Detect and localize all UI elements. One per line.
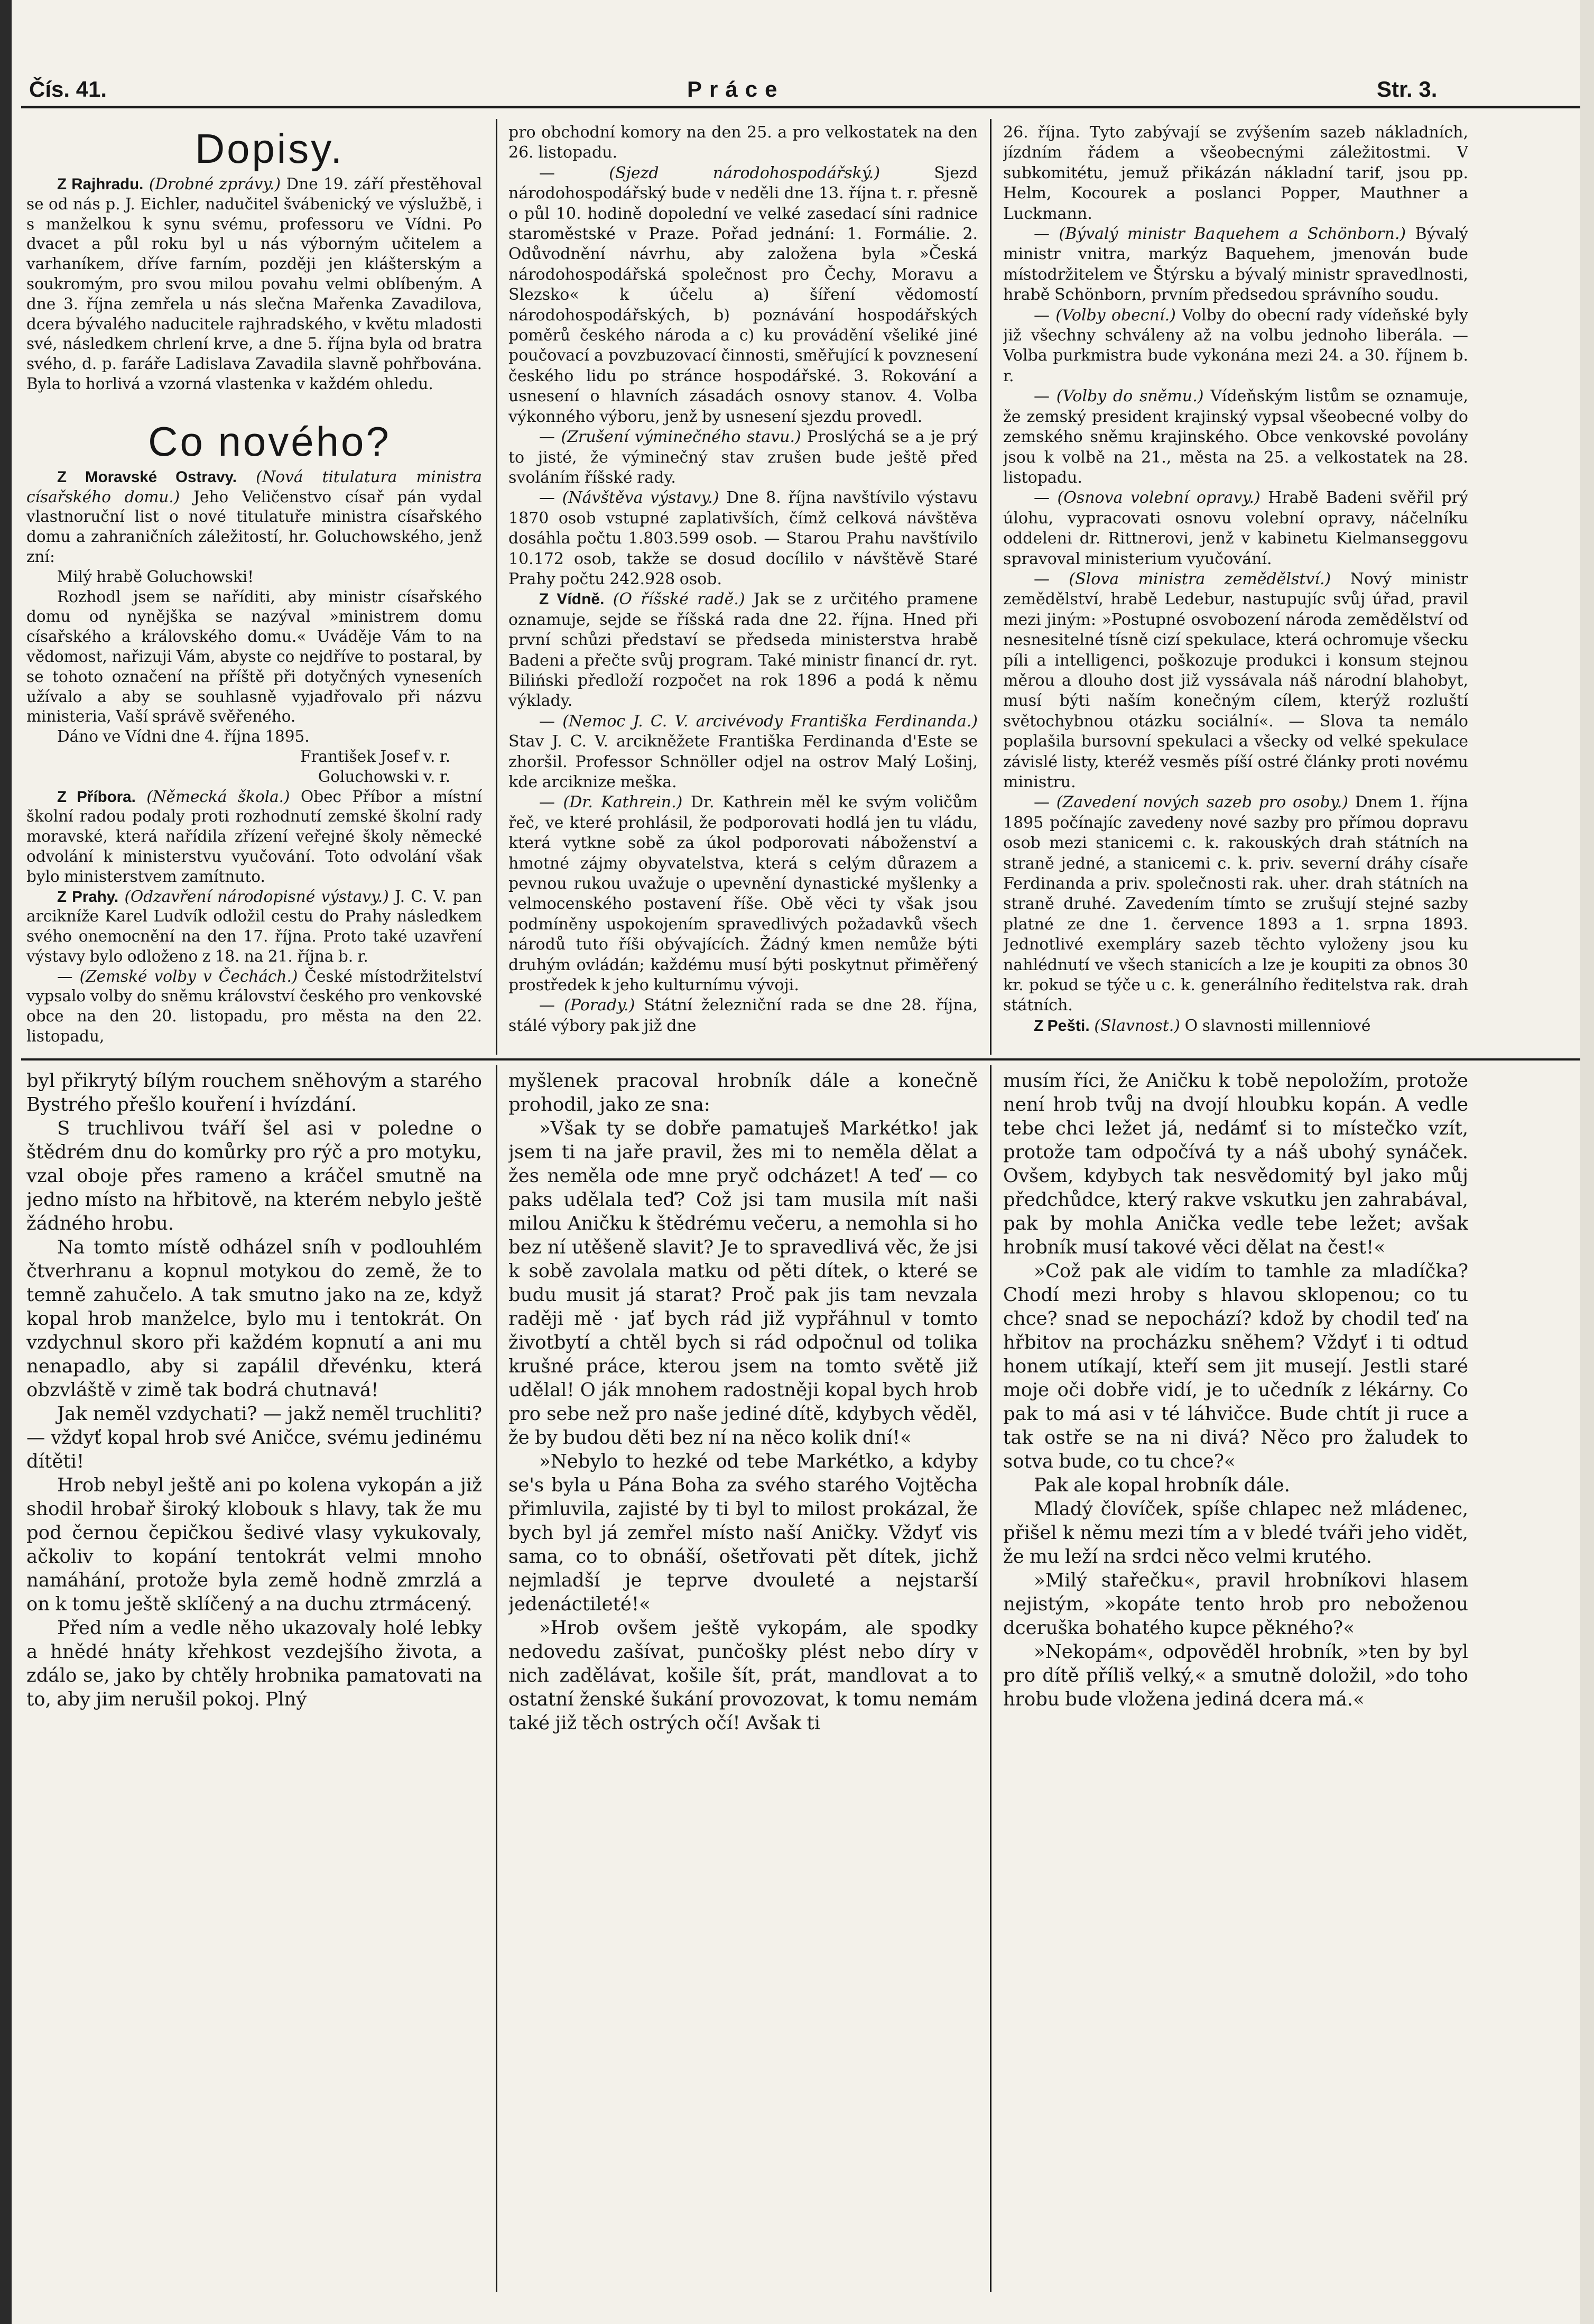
article-body: Dne 8. října navštívilo výstavu 1870 osob vstupné zaplativších, čímž celková návštěva dosáhla počtu 1.803.599 osob. — Starou Prahu navštívilo 10.172 osob, takže se dosud docílilo v návštěvě Staré Prahy počtu 242.928 osob. [508, 488, 978, 588]
article-body: České místodržitelství vypsalo volby do sněmu království českého pro venkovské obce na den 20. listopadu, pro města na den 22. listopadu, [26, 967, 482, 1046]
dateline-place: Z Prahy. [57, 888, 119, 906]
story-paragraph: Na tomto místě odházel sníh v podlouhlém čtverhranu a kopnul motykou do země, že to temně zahučelo. A tak smutno jako na ze, když kopal hrob manželce, bylo mu i tentokrát. On vzdychnul skoro při každém kopnutí a ani mu nenapadlo, aby si zapálil dřevénku, která obzvláště v zimě tak bodrá chutnavá! [26, 1237, 482, 1401]
letter-signature: Goluchowski v. r. [318, 767, 450, 786]
story-paragraph: »Což pak ale vidím to tamhle za mladíčka? Chodí mezi hroby s hlavou sklopenou; co tu chce? snad se nepochází? kdož by chodil teď na hřbitov na procházku sněhem? Vždyť i ti odtud honem utíkají, kteří sem jit musejí. Jestli staré moje oči dobře vidí, je to učedník z lékárny. Co pak to má asi v té láhvičce. Bude chtít ji ruce a tak ostře se na ni divá? Něco pro žaludek to sotva bude, co tu chce?« [1003, 1260, 1468, 1472]
article-body: Proslýchá se a je prý to jisté, že výminečný stav zrušen bude ještě před svoláním říšské rady. [508, 428, 978, 487]
article-body: Státní železniční rada se dne 28. října, stálé výbory pak již dne [508, 996, 978, 1035]
feuilleton-column-3 [1003, 1069, 1468, 2301]
story-paragraph: Před ním a vedle něho ukazovaly holé lebky a hnědé hnáty křehkost vezdejšího života, a zdálo se, jako by chtěly hrobnika pamatovati na to, aby jim nerušil pokoj. Plný [26, 1617, 482, 1710]
story-paragraph: S truchlivou tváří šel asi v poledne o štědrém dnu do komůrky pro rýč a pro motyku, vzal oboje přes rameno a kráčel smutně na jedno místo na hřbitově, na kterém nebylo ještě žádného hrobu. [26, 1118, 482, 1234]
article-body: Sjezd národohospodářský bude v neděli dne 13. října t. r. přesně o půl 10. hodině dopolední ve velké zasedací síni radnice staroměstské v Praze. Pořad jednání: 1. Formálie. 2. Odůvodnění návrhu, aby založena byla »Česká národohospodářská společnost pro Čechy, Moravu a Slezsko« k účelu a) šíření vědomostí národohospodářských, b) poznávání hospodářských poměrů českého národa a c) ku provádění všeliké jiné poučovací a povzbuzovací činnosti, směřující k povznesení českého lidu po stránce hospodářské. 3. Rokování a usnesení o hlavních zásadách osnovy stanov. 4. Volba výkonného výboru, jenž by usnesení sjezdu provedl. [508, 163, 978, 426]
dateline-place: Z Rajhradu. [57, 176, 144, 193]
dateline-place: Z Příbora. [57, 788, 136, 806]
column-divider [496, 119, 497, 1055]
letter-date: Dáno ve Vídni dne 4. října 1895. [57, 727, 310, 746]
column-divider [990, 119, 991, 1055]
article-subtitle: (Zemské volby v Čechách.) [79, 967, 298, 985]
story-paragraph: musím říci, že Aničku k tobě nepoložím, protože není hrob tvůj na dvojí hloubku kopán. A vedle tebe chci ležet já, nedámť si to místečko vzít, protože tam odpočívá ty a náš ubohý synáček. Ovšem, kdybych tak nesvědomitý byl jako můj předchůdce, který rakve vskutku jen zahrabával, pak by mohla Anička vedle tebe ležet; avšak hrobník musí takové věci dělat na čest!« [1003, 1070, 1468, 1258]
column-1-news: Dopisy. Z Rajhradu. (Drobné zprávy.) Dne 19. září přestěhoval se od nás p. J. Eichler, nadučitel švábenický ve výslužbě, i s manželkou k synu svému, professoru ve Vídni. Po dvacet a půl roku byl u nás výborným učitelem a varhaníkem, dříve farním, později jen klášterským a soukromým, pro svou milou povahu velmi oblíbeným. A dne 3. října zemřela u nás slečna Mařenka Zavadilova, dcera bývalého naducitele rajhradského, v květu mladosti své, následkem chrlení krve, a dne 5. října byla od bratra svého, d. p. faráře Ladislava Zavadila slavně pohřbována. Byla to horlivá a vzorná vlastenka v každém ohledu. Co nového? Z Moravské Ostravy. (Nová titulatura ministra císařského domu.) Jeho Veličenstvo císař pán vydal vlastnoruční list o nové titulatuře ministra císařského domu a zahraničních záležitostí, hr. Goluchowského, jenž zní: Milý hrabě Goluchowski! Rozhodl jsem se naříditi, aby ministr císařského domu od nynějška se nazýval »ministrem domu císařského a královského domu.« Uváděje Vám to na vědomost, nařizuji Vám, abyste co nejdříve to postaral, by se tohoto označení na příště při dotyčných vyneseních užívalo a aby se souhlasně vyjadřovalo při názvu ministeria, Vaší správě svěřeného. Dáno ve Vídni dne 4. října 1895. František Josef v. r. Goluchowski v. r. Z Příbora. (Německá škola.) Obec Příbor a místní školní radou podaly proti rozhodnutí zemské školní rady moravské, která nařídila zřízení veřejné školy německé odvolání k ministerstvu vyučování. Toto odvolání však bylo ministerstvem zamítnuto. Z Prahy. (Odzavření národopisné výstavy.) J. C. V. pan arcikníže Karel Ludvík odložil cestu do Prahy následkem svého onemocnění na den 17. října. Proto také uzavření výstavy bylo odloženo z 18. na 21. října b. r. — (Zemské volby v Čechách.) České místodržitelství vypsalo volby do sněmu království českého pro venkovské obce na den 20. listopadu, pro města na den 22. listopadu, [26, 123, 482, 1053]
article-body: Dnem 1. října 1895 počínajíc zavedeny nové sazby pro přímou dopravu osob mezi stanicemi c. k. rakouských drah státních na straně jedné, a stanicemi c. k. priv. severní dráhy císaře Ferdinanda a priv. společnosti rak. uher. drah státních na straně druhé. Zavedením tímto se zrušují stejné sazby platné ze dne 1. července 1893 a 1. srpna 1893. Jednotlivé exempláry sazeb těchto vyloženy jsou ku nahlédnutí ve všech stanicích a lze je koupiti za obnos 30 kr. pokud se týče u c. k. generálního ředitelstva rak. drah státních. [1003, 793, 1468, 1015]
masthead-title: Práce [687, 77, 785, 102]
feuilleton-column-2 [508, 1069, 978, 2301]
column-2-news: pro obchodní komory na den 25. a pro velkostatek na den 26. listopadu. — (Sjezd národohospodářský.) Sjezd národohospodářský bude v neděli dne 13. října t. r. přesně o půl 10. hodině dopolední ve velké zasedací síni radnice staroměstské v Praze. Pořad jednání: 1. Formálie. 2. Odůvodnění návrhu, aby založena byla »Česká národohospodářská společnost pro Čechy, Moravu a Slezsko« k účelu a) šíření vědomostí národohospodářských, b) poznávání hospodářských poměrů českého národa a c) ku provádění všeliké jiné poučovací a povzbuzovací činnosti, směřující k povznesení českého lidu po stránce hospodářské. 3. Rokování a usnesení o hlavních zásadách osnovy stanov. 4. Volba výkonného výboru, jenž by usnesení sjezdu provedl. — (Zrušení výminečného stavu.) Proslýchá se a je prý to jisté, že výminečný stav zrušen bude ještě před svoláním říšské rady. — (Návštěva výstavy.) Dne 8. října navštívilo výstavu 1870 osob vstupné zaplativších, čímž celková návštěva dosáhla počtu 1.803.599 osob. — Starou Prahu navštívilo 10.172 osob, takže se dosud docílilo v návštěvě Staré Prahy počtu 242.928 osob. Z Vídně. (O říšské radě.) Jak se z určitého pramene oznamuje, sejde se říšská rada dne 22. října. Hned při první schůzi představí se předseda ministerstva hrabě Badeni a přečte svůj program. Také ministr financí dr. ryt. Biliński předloží rozpočet na rok 1896 a podá k němu výklady. — (Nemoc J. C. V. arcivévody Františka Ferdinanda.) Stav J. C. V. arcikněžete Františka Ferdinanda d'Este se zhoršil. Professor Schnöller odjel na ostrov Malý Lošinj, kde arciknize meška. — (Dr. Kathrein.) Dr. Kathrein měl ke svým voličům řeč, ve které prohlásil, že podporovati hodlá jen tu vládu, která vytkne sobě za úkol podporovati náboženství a hmotné zájmy obyvatelstva, která s celým důrazem a pevnou rukou uvažuje o upevnění dynastické myšlenky a velmocenského postavení říše. Obě věci ty však jsou podmíněny uspokojením spravedlivých požadavků všech národů tuto říši obývajících. Žádný kmen nemůže býti druhým ovládán; každému musí býti poskytnut přiměřený prostředek k jeho kulturnímu vývoji. — (Porady.) Státní železniční rada se dne 28. října, stálé výbory pak již dne [508, 123, 978, 1035]
article-body: Hrabě Badeni svěřil prý úlohu, vypracovati osnovu volební opravy, náčelníku oddeleni dr. Rittnerovi, jenž v kabinetu Kielmanseggovu spravoval ministerium vyučování. [1003, 488, 1468, 568]
dateline-place: Z Pešti. [1034, 1017, 1090, 1035]
article-body: Obec Příbor a místní školní radou podaly proti rozhodnutí zemské školní rady moravské, která nařídila zřízení veřejné školy německé odvolání k ministerstvu vyučování. Toto odvolání však bylo ministerstvem zamítnuto. [26, 787, 482, 886]
page-edge [1580, 0, 1594, 2324]
story-paragraph: »Nebylo to hezké od tebe Markétko, a kdyby se's byla u Pána Boha za svého starého Vojtěcha přimluvila, zajisté by ti byl to milost prokázal, že bych byl já zemřel místo naší Aničky. Vždyť vis sama, co to obnáší, ošetřovati pět dítek, jichž nejmladší je teprve dvouleté a nejstarší jedenáctileté!« [508, 1451, 978, 1615]
article-body: Jeho Veličenstvo císař pán vydal vlastnoruční list o nové titulatuře ministra císařského domu a zahraničních záležitostí, hr. Goluchowského, jenž zní: [26, 487, 482, 566]
article-subtitle: (Německá škola.) [146, 787, 290, 806]
article-body: Nový ministr zemědělství, hrabě Ledebur, nastupujíc svůj úřad, pravil mezi jiným: »Postupné osvobození národa zemědělství od nesnesitelné tísně cizí spekulace, která ochromuje všecku píli a intelligenci, poškozuje produkci i konsum stejnou měrou a dlouho dost již vyssávala náš národní blahobyt, musí býti naším konečným cílem, kterýž rozluští světochybnou otázku sociální«. — Slova ta nemálo poplašila bursovní spekulaci a všecky od velké spekulace závislé listy, kteréž vesměs píší ostré články proti novému ministru. [1003, 569, 1468, 791]
feuilleton-column-1 [26, 1069, 482, 2301]
letter-salutation: Milý hrabě Goluchowski! [57, 567, 254, 586]
column-divider [990, 1065, 991, 2292]
article-subtitle: (Odzavření národopisné výstavy.) [124, 887, 389, 906]
header-rule [21, 106, 1580, 108]
column-3-news: 26. října. Tyto zabývají se zvýšením sazeb nákladních, jízdním řádem a všeobecnými záležitostmi. V subkomitétu, jemuž přikázán nákladní tarif, jsou pp. Helm, Kocourek a poslanci Popper, Mauthner a Luckmann. — (Bývalý ministr Baquehem a Schönborn.) Bývalý ministr vnitra, markýz Baquehem, jmenován bude místodržitelem ve Štýrsku a bývalý ministr spravedlnosti, hrabě Schönborn, prvním předsedou správního soudu. — (Volby obecní.) Volby do obecní rady vídeňské byly již všechny schváleny až na volbu jednoho liberála. — Volba purkmistra bude vykonána mezi 24. a 30. říjnem b. r. — (Volby do sněmu.) Vídeňským listům se oznamuje, že zemský president krajinský vypsal všeobecné volby do zemského sněmu krajinského. Obce venkovské povolány jsou k volbě na 21., města na 25. a velkostatek na 28. listopadu. — (Osnova volební opravy.) Hrabě Badeni svěřil prý úlohu, vypracovati osnovu volební opravy, náčelníku oddeleni dr. Rittnerovi, jenž v kabinetu Kielmanseggovu spravoval ministerium vyučování. — (Slova ministra zemědělství.) Nový ministr zemědělství, hrabě Ledebur, nastupujíc svůj úřad, pravil mezi jiným: »Postupné osvobození národa zemědělství od nesnesitelné tísně cizí spekulace, která ochromuje všecku píli a intelligenci, poškozuje produkci i konsum stejnou měrou a dlouho dost již vyssávala náš národní blahobyt, musí býti naším konečným cílem, kterýž rozluští světochybnou otázku sociální«. — Slova ta nemálo poplašila bursovní spekulaci a všecky od velké spekulace závislé listy, kteréž vesměs píší ostré články proti novému ministru. — (Zavedení nových sazeb pro osoby.) Dnem 1. října 1895 počínajíc zavedeny nové sazby pro přímou dopravu osob mezi stanicemi c. k. rakouských drah státních na straně jedné, a stanicemi c. k. priv. severní dráhy císaře Ferdinanda a priv. společnosti rak. uher. drah státních na straně druhé. Zavedením tímto se zrušují stejné sazby platné ze dne 1. července 1893 a 1. srpna 1893. Jednotlivé exempláry sazeb těchto vyloženy jsou ku nahlédnutí ve všech stanicích a lze je koupiti za obnos 30 kr. pokud se týče u c. k. generálního ředitelstva rak. drah státních. Z Pešti. (Slavnost.) O slavnosti millenniové [1003, 123, 1468, 1035]
article-body: Dne 19. září přestěhoval se od nás p. J. Eichler, nadučitel švábenický ve výslužbě, i s manželkou k synu svému, professoru ve Vídni. Po dvacet a půl roku byl u nás výborným učitelem a varhaníkem, dříve farním, později jen klášterským a soukromým, pro svou milou povahu velmi oblíbeným. A dne 3. října zemřela u nás slečna Mařenka Zavadilova, dcera bývalého naducitele rajhradského, v květu mladosti své, následkem chrlení krve, a dne 5. října byla od bratra svého, d. p. faráře Ladislava Zavadila slavně pohřbována. Byla to horlivá a vzorná vlastenka v každém ohledu. [26, 175, 482, 393]
article-subtitle: (Nemoc J. C. V. arcivévody Františka Ferdinanda.) [562, 712, 978, 731]
story-paragraph: byl přikrytý bílým rouchem sněhovým a starého Bystrého přešlo kouření i hvízdání. [26, 1070, 482, 1115]
article-subtitle: (Volby do sněmu.) [1056, 387, 1204, 406]
issue-number: Čís. 41. [29, 77, 107, 102]
article-subtitle: (Zrušení výminečného stavu.) [561, 428, 801, 447]
article-body: J. C. V. pan arcikníže Karel Ludvík odložil cestu do Prahy následkem svého onemocnění na den 17. října. Proto také uzavření výstavy bylo odloženo z 18. na 21. října b. r. [26, 887, 482, 965]
article-continuation: 26. října. Tyto zabývají se zvýšením sazeb nákladních, jízdním řádem a všeobecnými záležitostmi. V subkomitétu, jemuž přikázán nákladní tarif, jsou pp. Helm, Kocourek a poslanci Popper, Mauthner a Luckmann. [1003, 123, 1468, 223]
page-number: Str. 3. [1377, 77, 1438, 102]
dateline-place: Z Moravské Ostravy. [57, 468, 237, 486]
story-paragraph: »Však ty se dobře pamatuješ Markétko! jak jsem ti na jaře pravil, žes mi to neměla dělat a žes neměla ode mne pryč odcházet! A teď — co paks udělala teď? Což jsi tam musila mít naši milou Aničku k štědrému večeru, a nemohla si ho bez ní utěšeně slavit? Je to spravedlivá věc, že jsi k sobě zavolala matku od pěti dítek, o které se budu musit já starat? Proč pak jis tam nevzala raději mě · jať bych rád již vypřáhnul v tomto životbytí a chtěl bych si rád odpočnul od tolika krušné práce, kterou jsem na tomto světě již udělal! O ják mnohem radostněji kopal bych hrob pro sebe než pro naše jediné dítě, kdybych věděl, že by budou děti bez ní na něco kolik dní!« [508, 1118, 978, 1449]
letter-signature: František Josef v. r. [300, 747, 450, 766]
story-paragraph: Hrob nebyl ještě ani po kolena vykopán a již shodil hrobař široký klobouk s hlavy, tak že mu pod černou čepičkou šedivé vlasy vykukovaly, ačkoliv to kopání tentokrát velmi mnoho namáhání, protože byla země hodně zmrzlá a on k tomu ještě sklíčený a na duchu ztrmácený. [26, 1474, 482, 1615]
story-paragraph: myšlenek pracoval hrobník dále a konečně prohodil, jako ze sna: [508, 1070, 978, 1115]
article-subtitle: (Nová titulatura ministra císařského domu.) [26, 467, 482, 506]
article-subtitle: (Osnova volební opravy.) [1057, 488, 1261, 508]
story-paragraph: Mladý človíček, spíše chlapec než mládenec, přišel k němu mezi tím a v bledé tváři jeho vidět, že mu leží na srdci něco velmi krutého. [1003, 1498, 1468, 1567]
article-subtitle: (Porady.) [564, 996, 635, 1015]
article-subtitle: (Slavnost.) [1094, 1016, 1181, 1035]
article-continuation: pro obchodní komory na den 25. a pro velkostatek na den 26. listopadu. [508, 123, 978, 162]
article-subtitle: (Zavedení nových sazeb pro osoby.) [1056, 793, 1348, 812]
article-body: Jak se z určitého pramene oznamuje, sejde se říšská rada dne 22. října. Hned při první schůzi představí se předseda ministerstva hrabě Badeni a přečte svůj program. Také ministr financí dr. ryt. Biliński předloží rozpočet na rok 1896 a podá k němu výklady. [508, 590, 978, 711]
section-title-letters: Dopisy. [194, 125, 345, 172]
dateline-place: Z Vídně. [539, 591, 605, 608]
story-paragraph: Pak ale kopal hrobník dále. [1034, 1474, 1290, 1496]
article-subtitle: (Dr. Kathrein.) [563, 793, 683, 812]
story-paragraph: »Hrob ovšem ještě vykopám, ale spodky nedovedu zašívat, punčošky plést nebo díry v nich zadělávat, košile šít, prát, mandlovat a to ostatní ženské šukání provozovat, k tomu nemám také již těch ostrých očí! Avšak ti [508, 1617, 978, 1734]
story-paragraph: »Nekopám«, odpověděl hrobník, »ten by byl pro dítě příliš velký,« a smutně doložil, »do toho hrobu bude vložena jediná dcera má.« [1003, 1641, 1468, 1710]
article-body: Dr. Kathrein měl ke svým voličům řeč, ve které prohlásil, že podporovati hodlá jen tu vládu, která vytkne sobě za úkol podporovati náboženství a hmotné zájmy obyvatelstva, která s celým důrazem a pevnou rukou uvažuje o upevnění dynastické myšlenky a velmocenského postavení říše. Obě věci ty však jsou podmíněny uspokojením spravedlivých požadavků všech národů tuto říši obývajících. Žádný kmen nemůže býti druhým ovládán; každému musí býti poskytnut přiměřený prostředek k jeho kulturnímu vývoji. [508, 793, 978, 995]
article-body: Volby do obecní rady vídeňské byly již všechny schváleny až na volbu jednoho liberála. — Volba purkmistra bude vykonána mezi 24. a 30. říjnem b. r. [1003, 306, 1468, 385]
article-subtitle: (Bývalý ministr Baquehem a Schönborn.) [1059, 225, 1406, 244]
article-body: Vídeňským listům se oznamuje, že zemský president krajinský vypsal všeobecné volby do zemského sněmu krajinského. Obce venkovské povolány jsou k volbě na 21., města na 25. a velkostatek na 28. listopadu. [1003, 387, 1468, 487]
article-subtitle: (Volby obecní.) [1055, 306, 1176, 325]
article-body: Bývalý ministr vnitra, markýz Baquehem, jmenován bude místodržitelem ve Štýrsku a bývalý ministr spravedlnosti, hrabě Schönborn, prvním předsedou správního soudu. [1003, 225, 1468, 305]
article-subtitle: (Sjezd národohospodářský.) [609, 163, 881, 182]
article-subtitle: (O říšské radě.) [613, 590, 745, 609]
section-title-news: Co nového? [148, 418, 391, 465]
article-body: Stav J. C. V. arcikněžete Františka Ferdinanda d'Este se zhoršil. Professor Schnöller odjel na ostrov Malý Lošinj, kde arciknize meška. [508, 732, 978, 791]
page-edge-shadow [0, 0, 12, 2324]
feuilleton-rule [21, 1058, 1580, 1060]
article-subtitle: (Návštěva výstavy.) [562, 488, 719, 508]
letter-body: Rozhodl jsem se naříditi, aby ministr císařského domu od nynějška se nazýval »ministrem domu císařského a královského domu.« Uváděje Vám to na vědomost, nařizuji Vám, abyste co nejdříve to postaral, by se tohoto označení na příště při dotyčných vyneseních užívalo a aby se souhlasně vyjadřovalo při názvu ministeria, Vaší správě svěřeného. [26, 587, 482, 726]
article-subtitle: (Slova ministra zemědělství.) [1069, 569, 1331, 588]
article-body: O slavnosti millenniové [1184, 1016, 1371, 1035]
story-paragraph: »Milý stařečku«, pravil hrobníkovi hlasem nejistým, »kopáte tento hrob pro neboženou dceruška bohatého kupce pěkného?« [1003, 1570, 1468, 1639]
story-paragraph: Jak neměl vzdychati? — jakž neměl truchliti? — vždyť kopal hrob své Aničce, svému jedinému dítěti! [26, 1403, 482, 1472]
article-subtitle: (Drobné zprávy.) [149, 175, 281, 193]
column-divider [496, 1065, 497, 2292]
